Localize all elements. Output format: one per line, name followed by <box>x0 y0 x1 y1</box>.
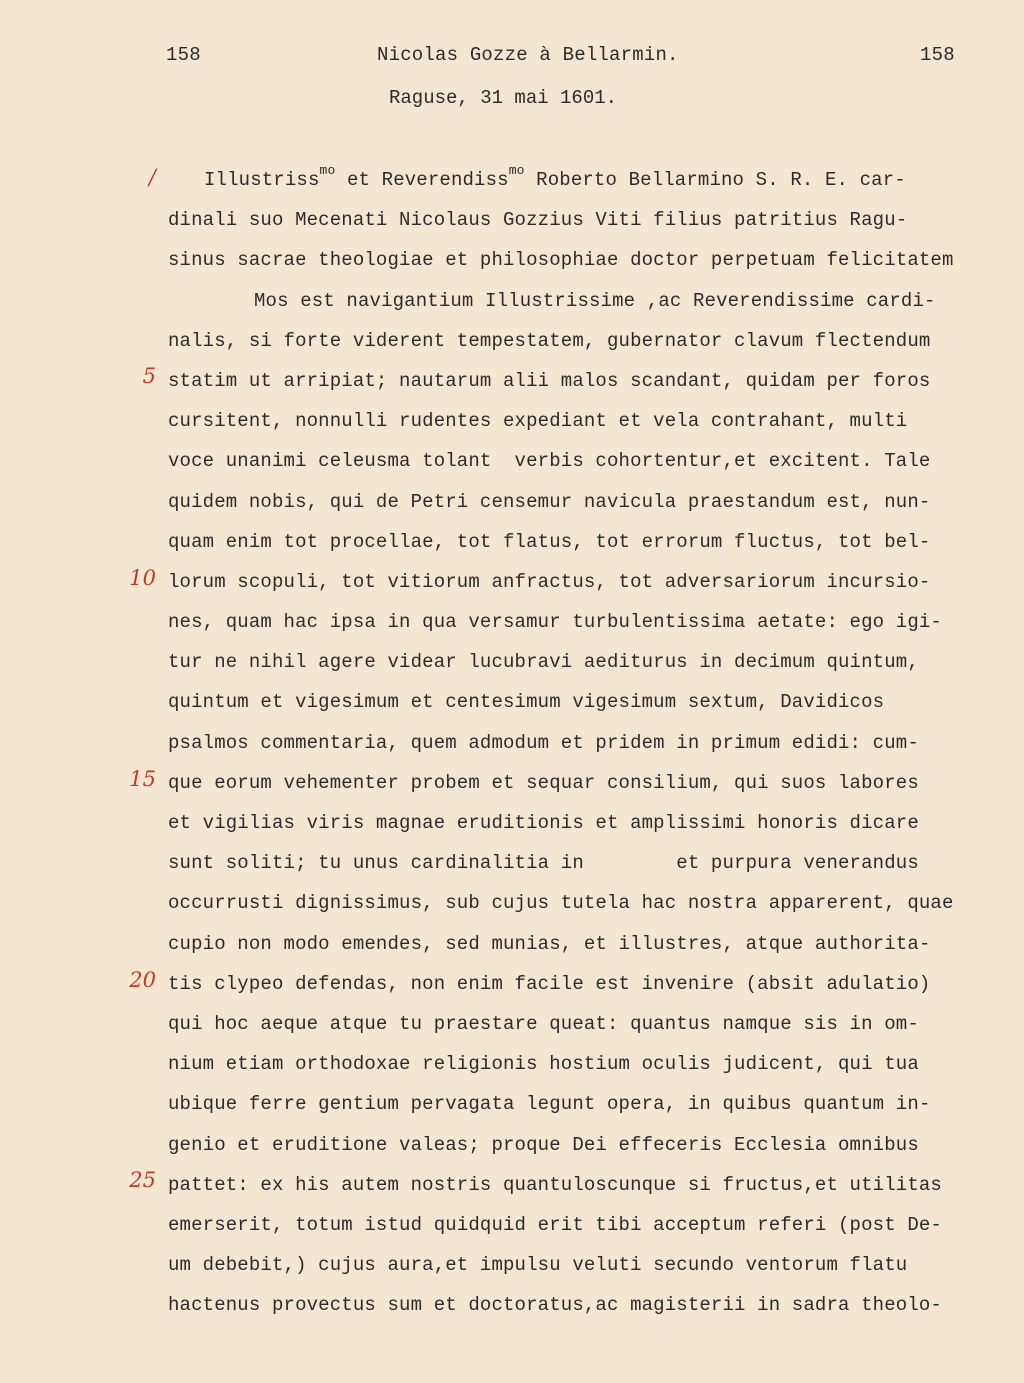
margin-mark-15: 15 <box>129 767 156 791</box>
salutation-line: Illustriss$^{mo}$ et Reverendiss$^{mo}$ Roberto Bellarmino S. R. E. car- <box>204 163 906 191</box>
text-line: statim ut arripiat; nautarum alii malos scandant, quidam per foros <box>168 369 931 392</box>
text-line: lorum scopuli, tot vitiorum anfractus, tot adversariorum incursio- <box>168 570 931 593</box>
page-number-right: 158 <box>920 44 955 66</box>
text-line: cursitent, nonnulli rudentes expediant et vela contrahant, multi <box>168 410 908 433</box>
text-line: et vigilias viris magnae eruditionis et amplissimi honoris dicare <box>168 812 919 834</box>
text-line: Mos est navigantium Illustrissime ,ac Reverendissime cardi- <box>254 289 936 312</box>
text-line: hactenus provectus sum et doctoratus,ac magisterii in sadra theolo- <box>168 1294 942 1317</box>
text-line: emerserit, totum istud quidquid erit tibi acceptum referi (post De- <box>168 1213 942 1236</box>
text-line: sinus sacrae theologiae et philosophiae doctor perpetuam felicitatem <box>168 249 954 272</box>
text-line: psalmos commentaria, quem admodum et pridem in primum edidi: cum- <box>168 731 919 754</box>
running-title: Nicolas Gozze à Bellarmin. <box>377 44 679 66</box>
text-line: qui hoc aeque atque tu praestare queat: quantus namque sis in om- <box>168 1012 919 1035</box>
text-line: cupio non modo emendes, sed munias, et illustres, atque authorita- <box>168 932 931 955</box>
text-line: quam enim tot procellae, tot flatus, tot errorum fluctus, tot bel- <box>168 530 931 553</box>
text-line: que eorum vehementer probem et sequar consilium, qui suos labores <box>168 771 919 794</box>
margin-mark-1: / <box>148 165 156 189</box>
text-line: dinali suo Mecenati Nicolaus Gozzius Viti filius patritius Ragu- <box>168 209 908 232</box>
text-line: tis clypeo defendas, non enim facile est invenire (absit adulatio) <box>168 972 931 995</box>
text-line: nium etiam orthodoxae religionis hostium oculis judicent, qui tua <box>168 1053 919 1076</box>
text-line: pattet: ex his autem nostris quantuloscunque si fructus,et utilitas <box>168 1173 942 1196</box>
text-line: occurrusti dignissimus, sub cujus tutela hac nostra apparerent, quae <box>168 892 954 915</box>
margin-mark-5: 5 <box>142 364 156 388</box>
dateline: Raguse, 31 mai 1601. <box>389 87 618 109</box>
text-line: quintum et vigesimum et centesimum vigesimum sextum, Davidicos <box>168 691 885 714</box>
text-line: voce unanimi celeusma tolant verbis cohortentur,et excitent. Tale <box>168 450 931 473</box>
margin-mark-25: 25 <box>129 1168 156 1192</box>
text-line: tur ne nihil agere videar lucubravi aediturus in decimum quintum, <box>168 651 919 674</box>
text-line: ubique ferre gentium pervagata legunt opera, in quibus quantum in- <box>168 1093 931 1116</box>
margin-mark-20: 20 <box>129 968 156 992</box>
text-line: quidem nobis, qui de Petri censemur navicula praestandum est, nun- <box>168 490 931 513</box>
margin-mark-10: 10 <box>129 566 156 590</box>
text-line: um debebit,) cujus aura,et impulsu veluti secundo ventorum flatu <box>168 1254 908 1277</box>
text-line: nalis, si forte viderent tempestatem, gubernator clavum flectendum <box>168 329 931 352</box>
text-line: nes, quam hac ipsa in qua versamur turbulentissima aetate: ego igi- <box>168 611 942 634</box>
text-line: sunt soliti; tu unus cardinalitia in et purpura venerandus <box>168 852 919 875</box>
page-number-left: 158 <box>166 44 201 66</box>
letter-body <box>168 160 998 1325</box>
text-line: genio et eruditione valeas; proque Dei effeceris Ecclesia omnibus <box>168 1133 919 1156</box>
